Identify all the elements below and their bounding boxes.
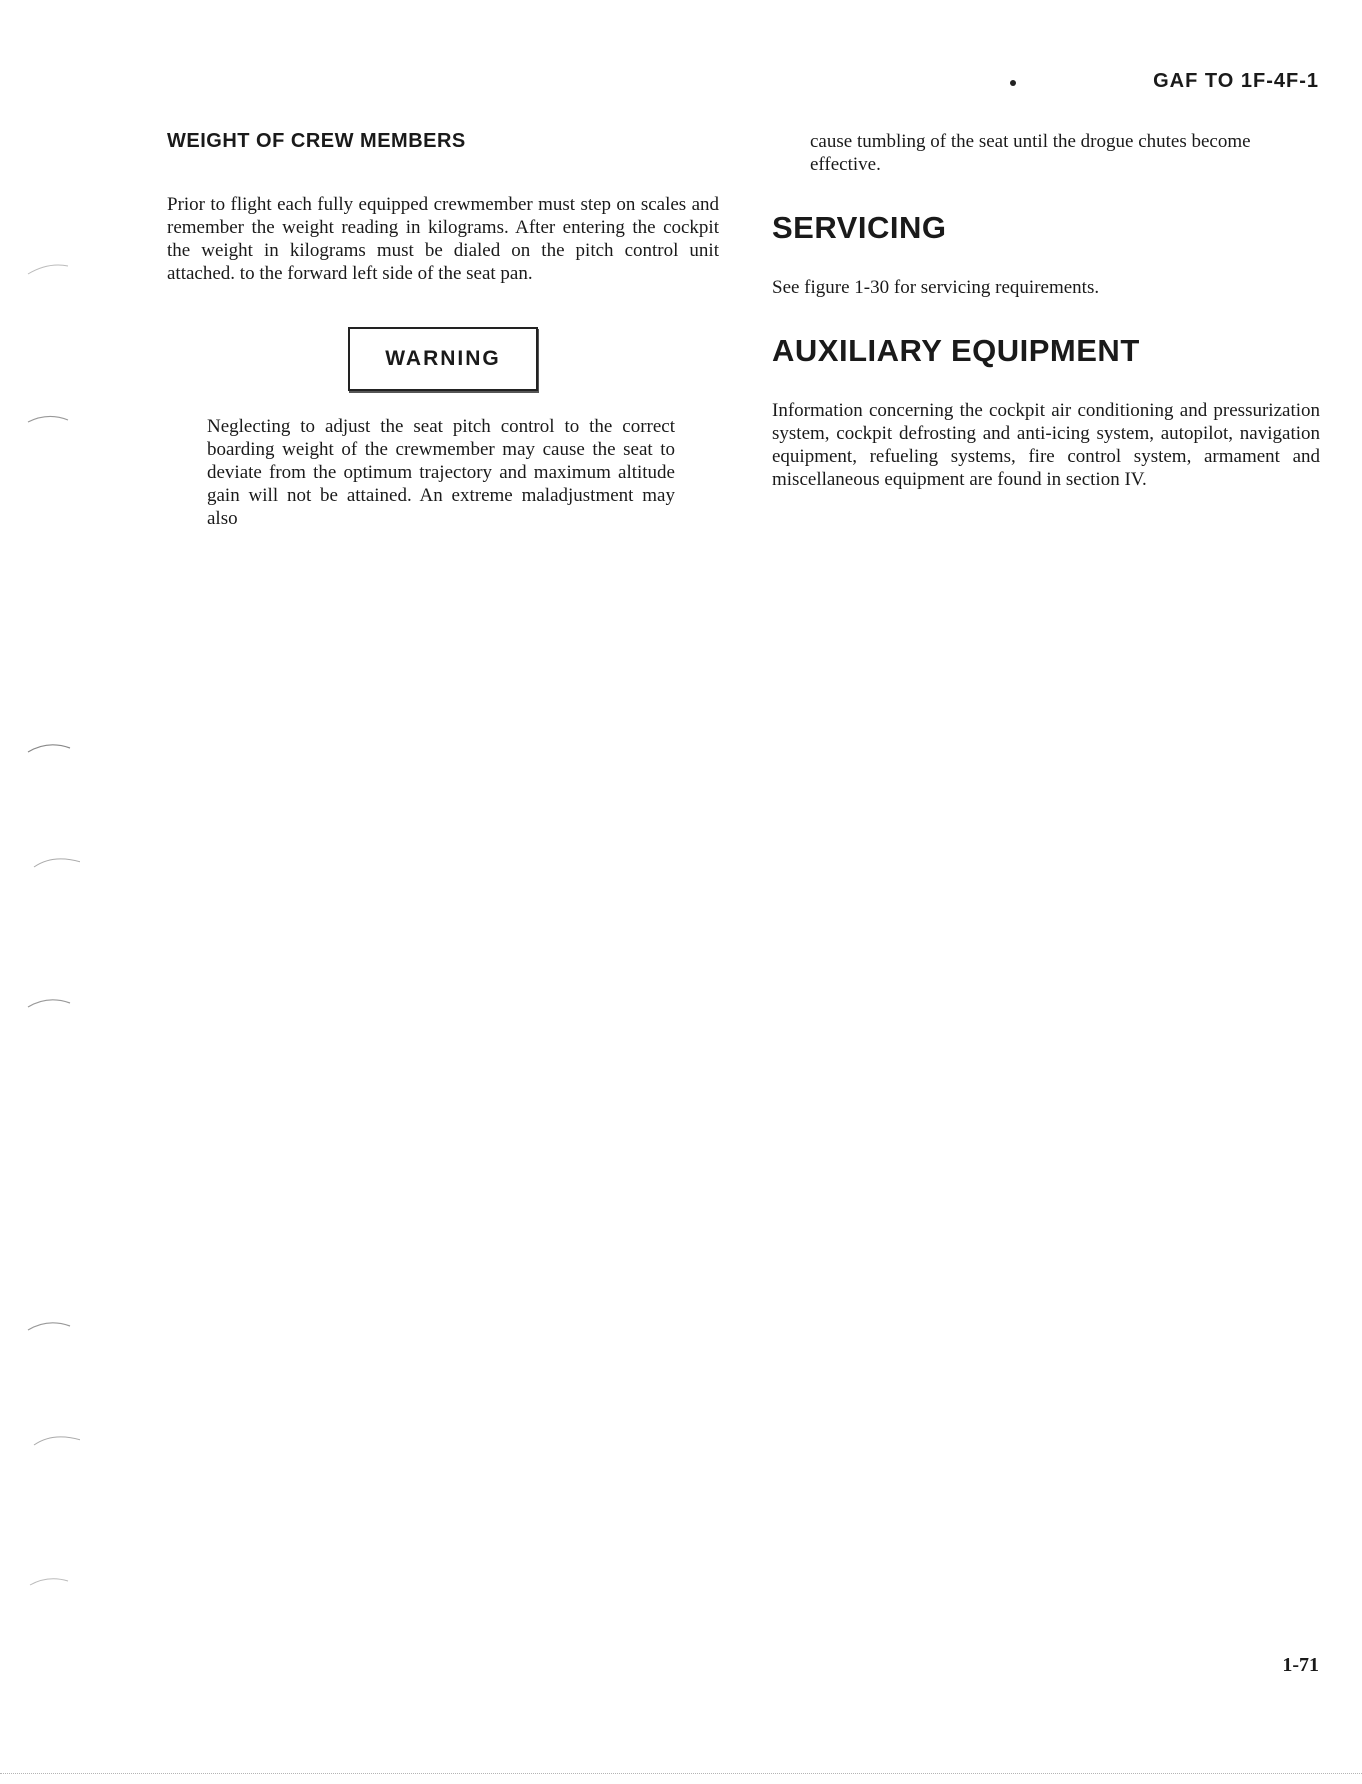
warning-continued-text: cause tumbling of the seat until the drogue chutes become effective. bbox=[810, 131, 1251, 175]
left-column bbox=[167, 130, 719, 530]
weight-paragraph: Prior to flight each fully equipped crewmember must step on scales and remember the weight reading in kilograms. After entering the cockpit the weight in kilograms must be dialed on the pitch control unit attached. to the forward left side of the seat pan. bbox=[167, 194, 719, 284]
auxiliary-equipment-text: Information concerning the cockpit air conditioning and pressurization system, cockpit defrosting and anti-icing system, autopilot, navigation equipment, refueling systems, fire control system, armament and miscellaneous equipment are found in section IV. bbox=[772, 400, 1320, 490]
binder-hole-mark bbox=[24, 410, 80, 424]
warning-box bbox=[348, 327, 538, 391]
header-bullet bbox=[1010, 80, 1016, 86]
weight-of-crew-heading: WEIGHT OF CREW MEMBERS bbox=[167, 130, 466, 152]
binder-hole-mark bbox=[24, 1573, 80, 1587]
warning-text: Neglecting to adjust the seat pitch control to the correct boarding weight of the crewmember may cause the seat to deviate from the optimum trajectory and maximum altitude gain will not be attained. An extreme maladjustment may also bbox=[207, 416, 675, 529]
binder-hole-mark bbox=[24, 262, 80, 276]
binder-hole-mark bbox=[24, 1433, 80, 1447]
binder-hole-mark bbox=[24, 740, 80, 754]
right-column bbox=[772, 130, 1320, 491]
binder-hole-mark bbox=[24, 1318, 80, 1332]
page-bottom-edge bbox=[0, 1773, 1362, 1774]
servicing-text: See figure 1-30 for servicing requirements. bbox=[772, 277, 1100, 298]
document-code: GAF TO 1F-4F-1 bbox=[1153, 70, 1319, 92]
binder-hole-mark bbox=[24, 855, 80, 869]
auxiliary-equipment-heading: AUXILIARY EQUIPMENT bbox=[772, 333, 1140, 368]
binder-hole-mark bbox=[24, 995, 80, 1009]
servicing-heading: SERVICING bbox=[772, 210, 947, 245]
page-number: 1-71 bbox=[1282, 1654, 1319, 1676]
warning-label: WARNING bbox=[385, 347, 501, 370]
